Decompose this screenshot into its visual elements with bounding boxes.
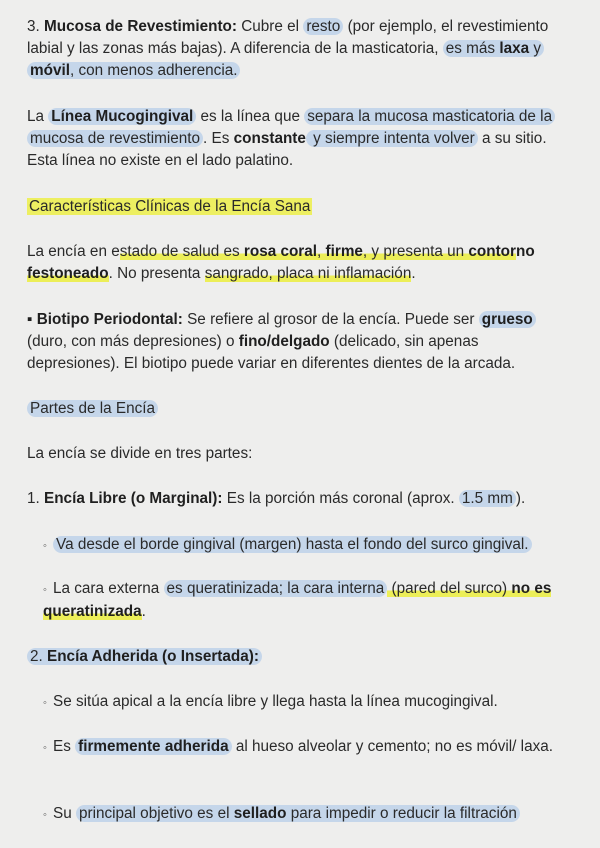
term-movil: móvil <box>30 62 70 79</box>
text: (por ejemplo, el revestimiento labial y las zonas más bajas). A diferencia de la masticatoria, <box>27 18 549 57</box>
text: principal objetivo es el <box>78 805 234 822</box>
paragraph-mucosa-revestimiento <box>27 16 575 82</box>
term-title: Mucosa de Revestimiento: <box>44 18 237 35</box>
bullet-queratinizada <box>43 578 575 623</box>
text: no <box>515 243 535 260</box>
text: , <box>317 243 326 260</box>
term-encia-adherida: Encía Adherida (o Insertada): <box>47 648 259 665</box>
paragraph-encia-adherida <box>27 646 575 668</box>
circle-bullet-icon: ◦ <box>43 809 47 821</box>
text: al hueso alveolar y cemento; no es móvil/ laxa. <box>231 738 553 755</box>
circle-bullet-icon: ◦ <box>43 584 47 596</box>
text: es la línea que <box>196 108 305 125</box>
term-rosa-coral: rosa coral <box>243 243 318 260</box>
text: La <box>27 108 49 125</box>
text: . <box>411 265 416 282</box>
text: stado de salud es <box>119 243 244 260</box>
text: , y presenta un <box>362 243 469 260</box>
paragraph-encia-libre <box>27 488 575 510</box>
text: . Es <box>203 130 234 147</box>
text: La encía en e <box>27 243 120 260</box>
text: Es la porción más coronal (aprox. <box>222 490 459 507</box>
text: Se sitúa apical a la encía libre y llega hasta la línea mucogingival. <box>53 693 498 710</box>
highlight-blue: 1.5 mm <box>459 490 516 507</box>
highlight-yellow: sangrado, placa ni inflamación <box>204 265 412 282</box>
text: La cara externa <box>53 580 164 597</box>
paragraph-biotipo <box>27 309 575 375</box>
paragraph-intro-partes <box>27 443 575 465</box>
text: es más <box>445 40 500 57</box>
term-laxa: laxa <box>499 40 530 57</box>
text: Se refiere al grosor de la encía. Puede ser <box>182 311 479 328</box>
highlight-blue: resto <box>303 18 343 35</box>
term-firme: firme <box>325 243 363 260</box>
text: , con menos adherencia. <box>69 62 238 79</box>
text: . <box>141 603 146 620</box>
term-encia-libre: Encía Libre (o Marginal): <box>44 490 223 507</box>
bullet-sellado <box>43 803 575 826</box>
highlight-blue: Va desde el borde gingival (margen) hasta el fondo del surco gingival. <box>53 536 532 553</box>
term-firmemente-adherida: firmemente adherida <box>75 738 231 755</box>
highlight-blue <box>27 648 262 665</box>
term-no-queratinizada: no es queratinizada <box>43 580 552 620</box>
highlight-blue <box>76 805 520 822</box>
section-heading: Características Clínicas de la Encía Sana <box>29 198 311 215</box>
bullet-apical <box>43 691 575 714</box>
item-number: 1. <box>27 490 45 507</box>
term-sellado: sellado <box>233 805 287 822</box>
text: . No presenta <box>108 265 205 282</box>
term-linea-mucogingival: Línea Mucogingival <box>48 108 196 125</box>
paragraph-encia-sana <box>27 241 575 285</box>
term-constante: constante <box>233 130 306 147</box>
highlight-blue: y siempre intenta volver <box>306 130 478 147</box>
highlight-blue: separa la mucosa masticatoria de la mucosa de revestimiento <box>27 108 555 147</box>
bullet-adherida <box>43 736 575 759</box>
paragraph-linea-mucogingival <box>27 106 575 172</box>
item-number: 3. <box>27 18 45 35</box>
text: (delicado, sin apenas depresiones). El biotipo puede variar en diferentes dientes de la arcada. <box>27 333 516 372</box>
text: para impedir o reducir la filtración <box>286 805 517 822</box>
heading-caracteristicas <box>27 196 575 218</box>
text: La encía se divide en tres partes: <box>27 445 253 462</box>
circle-bullet-icon: ◦ <box>43 697 47 709</box>
text: Es <box>53 738 76 755</box>
text: a su sitio. Esta línea no existe en el lado palatino. <box>27 130 547 169</box>
term-contorno: contor <box>468 243 516 260</box>
text: y <box>529 40 542 57</box>
section-heading: Partes de la Encía <box>27 400 158 417</box>
highlight-yellow <box>120 243 516 260</box>
term-grueso: grueso <box>479 311 536 328</box>
term-fino: fino/delgado <box>238 333 330 350</box>
square-bullet-icon: ▪ <box>27 311 33 328</box>
text: (duro, con más depresiones) o <box>27 333 239 350</box>
circle-bullet-icon: ◦ <box>43 742 47 754</box>
text: Su <box>53 805 76 822</box>
item-number: 2. <box>30 648 48 665</box>
text: Cubre el <box>236 18 304 35</box>
term-festoneado: festoneado <box>27 265 109 282</box>
bullet-margen <box>43 534 575 557</box>
term-biotipo: Biotipo Periodontal: <box>36 311 183 328</box>
heading-partes <box>27 398 575 420</box>
circle-bullet-icon: ◦ <box>43 540 47 552</box>
text: ). <box>515 490 526 507</box>
highlight-blue: es queratinizada; la cara interna <box>164 580 388 597</box>
highlight-yellow: (pared del surco) <box>387 580 512 597</box>
